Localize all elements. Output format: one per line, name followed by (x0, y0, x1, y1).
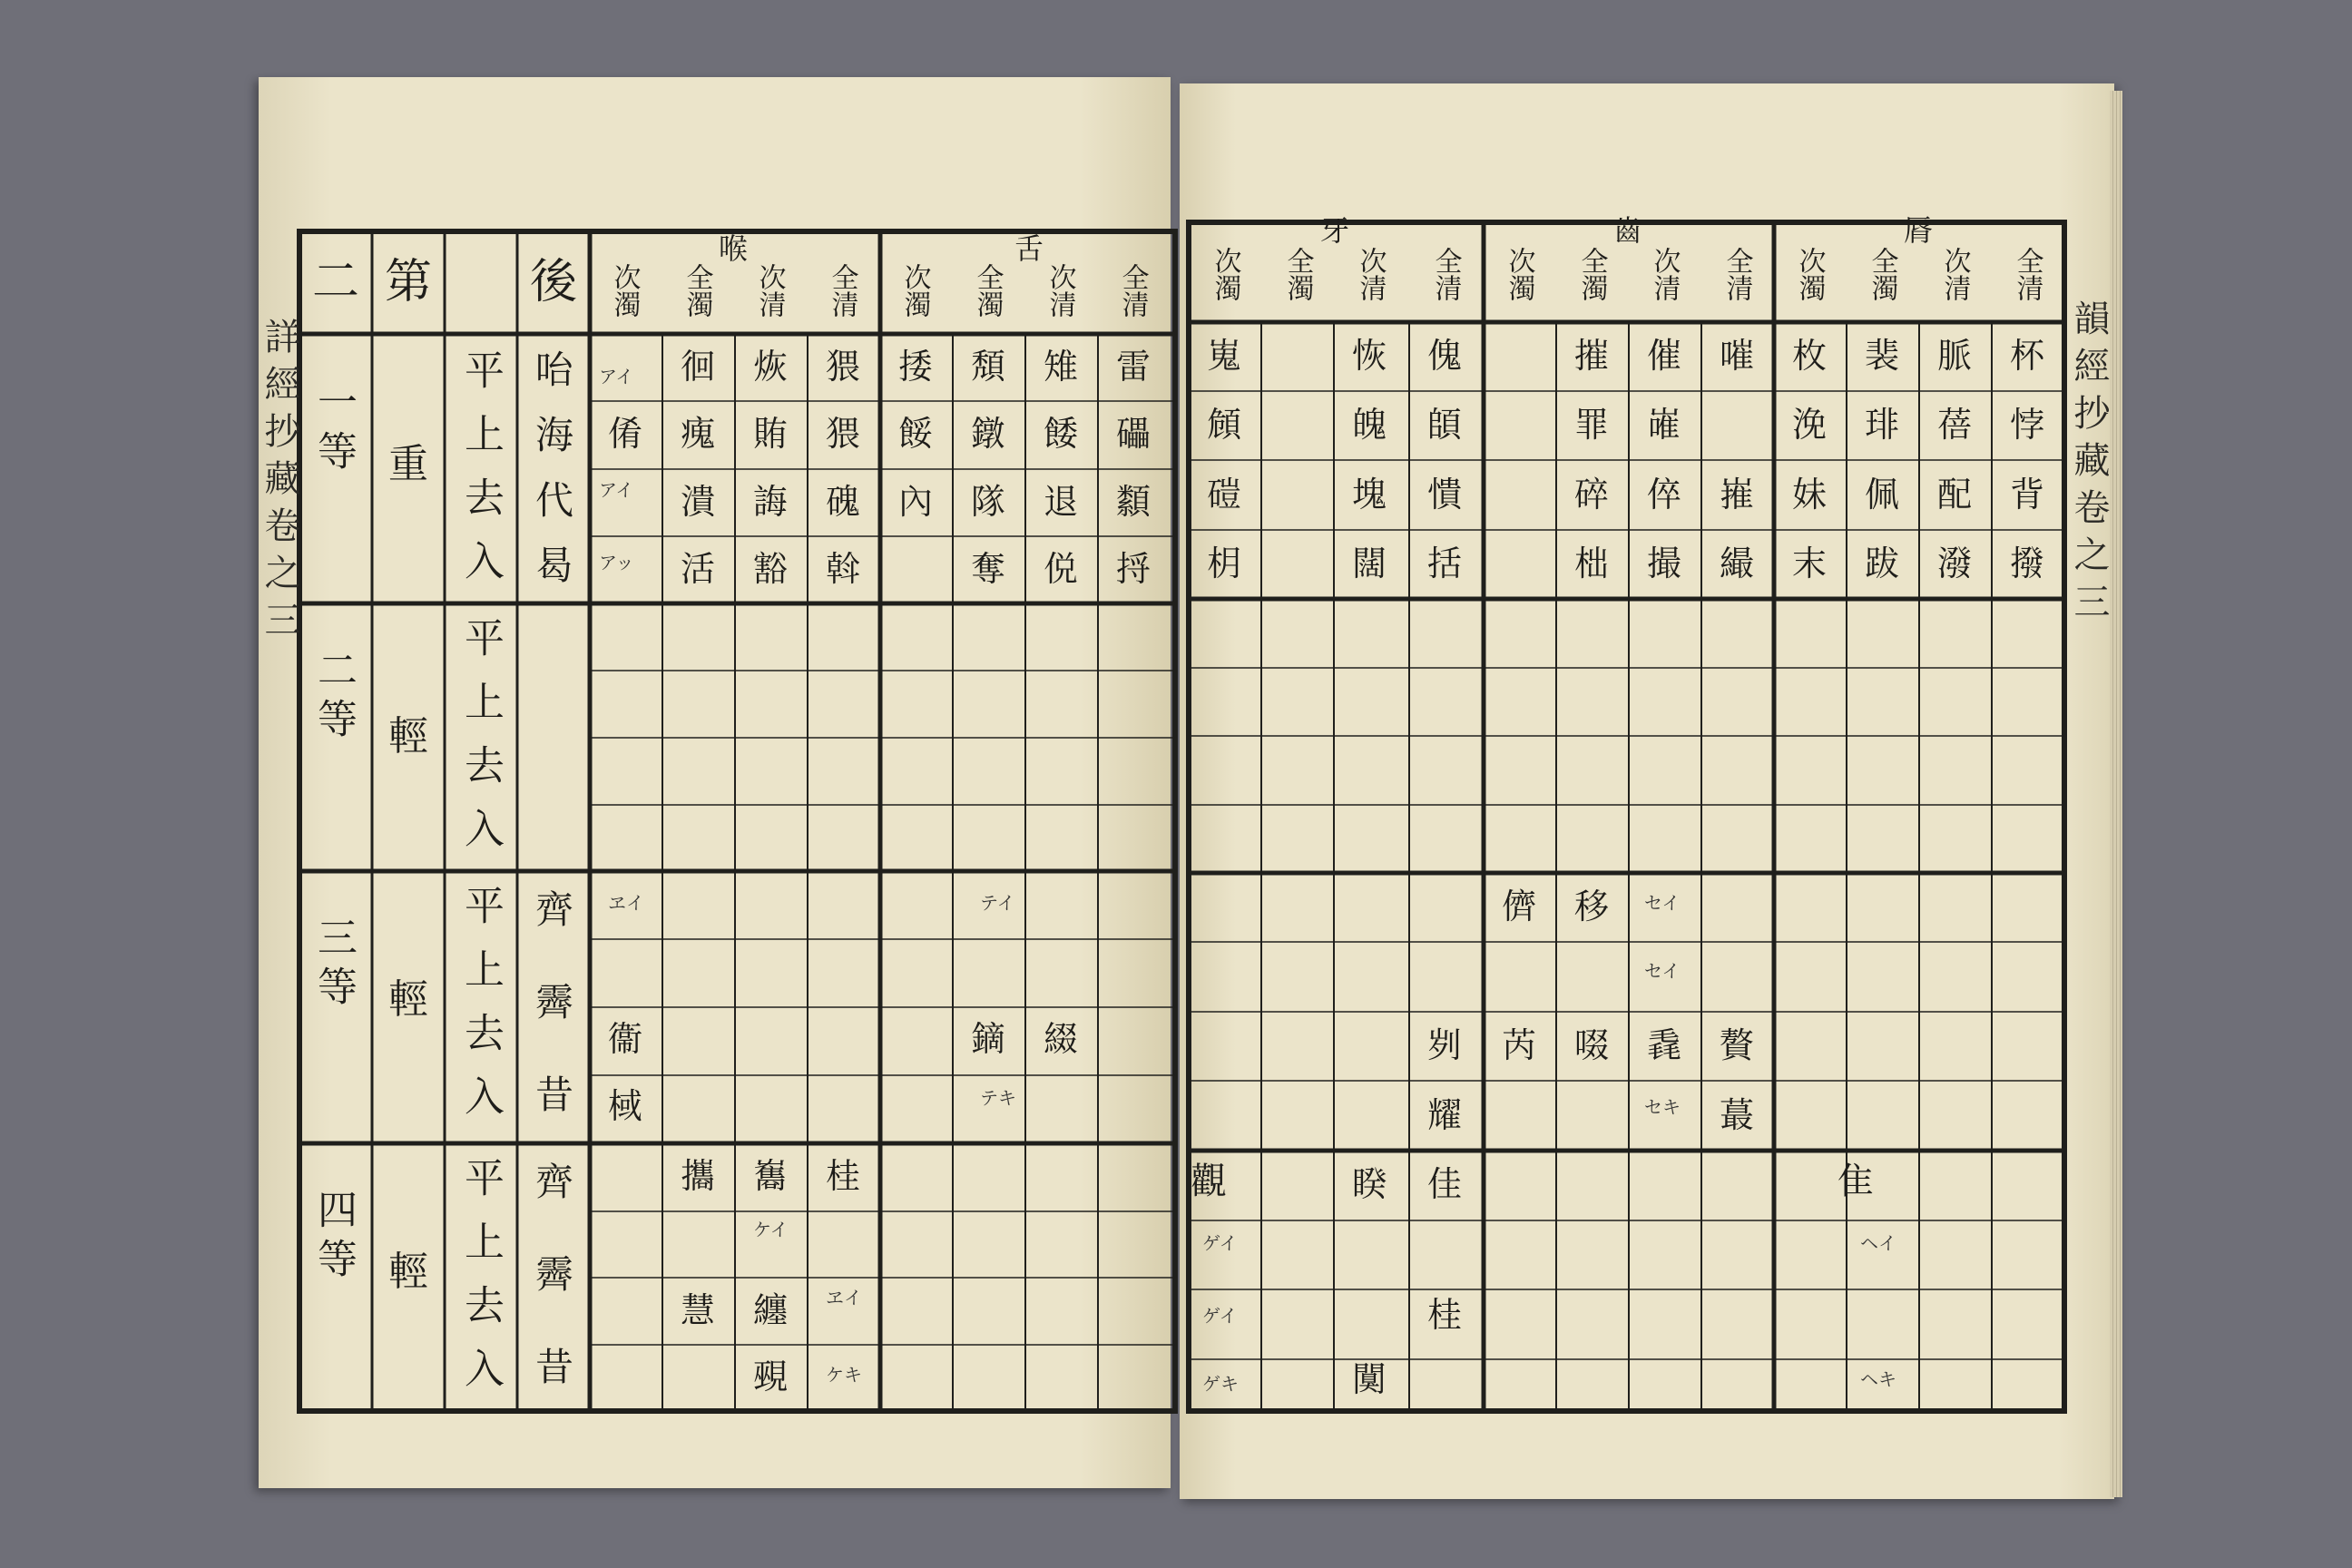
table-cell: 棫 (608, 1085, 643, 1126)
table-cell: 移 (1574, 887, 1610, 926)
table-cell: 內 (898, 481, 934, 522)
col-header: 次清 (1938, 247, 1971, 301)
table-cell: 頽 (971, 347, 1006, 387)
row-tones-1: 平上去入 (457, 349, 504, 603)
table-cell: 佳 (1427, 1164, 1463, 1204)
table-cell: 末 (1792, 543, 1828, 583)
col-header: 全清 (1720, 247, 1753, 301)
table-cell: 頠 (1207, 405, 1242, 446)
table-cell: 罪 (1574, 405, 1610, 446)
col-header: 全清 (2011, 247, 2043, 301)
group-label-shi: 齒 (1613, 213, 1643, 248)
kana-note: テキ (980, 1087, 1016, 1109)
col-header: 次清 (1044, 263, 1076, 318)
row-weight-3: 輕 (388, 976, 428, 1023)
table-cell: 催 (1647, 336, 1682, 376)
group-label-hou: 喉 (719, 231, 749, 266)
col-header: 次濁 (1209, 247, 1241, 301)
table-cell: 覡 (753, 1357, 789, 1397)
table-cell: 儕 (1502, 887, 1537, 926)
table-cell: 豁 (753, 548, 789, 589)
table-cell: 刿 (1427, 1025, 1463, 1065)
table-cell: 纇 (1116, 481, 1152, 522)
table-cell: 慧 (681, 1289, 716, 1330)
table-cell: 鐓 (971, 414, 1006, 455)
table-cell: 啜 (1574, 1025, 1610, 1065)
col-header: 次清 (1354, 247, 1387, 301)
table-cell: 枂 (1207, 543, 1242, 583)
table-cell: 猥 (826, 414, 861, 455)
table-cell: 磑 (1207, 474, 1242, 514)
col-header: 全濁 (1575, 247, 1608, 301)
table-cell: 悖 (2010, 405, 2045, 446)
kana-note: ケイ (753, 1219, 789, 1240)
right-spine-title: 韻經抄藏卷之三 (2068, 299, 2110, 630)
table-cell: 活 (681, 548, 716, 589)
table-cell: 芮 (1502, 1025, 1537, 1065)
col-header: 次濁 (898, 263, 931, 318)
table-cell: 礧 (1116, 414, 1152, 455)
table-cell: 耀 (1427, 1094, 1463, 1135)
table-cell: 蓓 (1937, 405, 1973, 446)
table-cell: 嗺 (1720, 336, 1755, 376)
table-cell: 頧 (1427, 405, 1463, 446)
table-cell: 賄 (753, 414, 789, 455)
table-cell: 蕞 (1720, 1094, 1755, 1135)
table-cell: 鏑 (971, 1018, 1006, 1059)
kana-note: ヘイ (1860, 1232, 1896, 1254)
table-cell: 倄 (608, 414, 643, 455)
col-header: 次濁 (1503, 247, 1535, 301)
col-header: 次濁 (1793, 247, 1826, 301)
row-weight-4: 輕 (388, 1249, 428, 1295)
cell-extra: 觀 (1191, 1161, 1227, 1202)
table-cell: 跋 (1865, 543, 1900, 583)
row-label-3: 三等 (310, 916, 357, 1014)
table-cell: 撥 (2010, 543, 2045, 583)
table-cell: 浼 (1792, 405, 1828, 446)
left-spine-title: 詳經抄藏卷之三 (259, 318, 300, 648)
row-weight-2: 輕 (388, 713, 428, 760)
row-weight-1: 重 (388, 441, 428, 487)
col-header: 全清 (1116, 263, 1149, 318)
row-label-2: 二等 (310, 649, 357, 747)
table-cell: 柮 (1574, 543, 1610, 583)
kana-note: ゲイ (1202, 1305, 1238, 1327)
table-cell: 裴 (1865, 336, 1900, 376)
kana-note: ゲイ (1202, 1232, 1238, 1254)
col-header: 全清 (826, 263, 858, 318)
table-cell: 雉 (1044, 347, 1079, 387)
kana-note: セキ (1644, 1096, 1681, 1118)
table-cell: 纏 (753, 1289, 789, 1330)
col-header: 全濁 (971, 263, 1004, 318)
table-cell: 奪 (971, 548, 1006, 589)
kana-note: アイ (599, 479, 634, 501)
table-cell: 倅 (1647, 474, 1682, 514)
table-cell: 配 (1937, 474, 1973, 514)
table-cell: 斡 (826, 548, 861, 589)
table-cell: 摧 (1574, 336, 1610, 376)
col-header: 次清 (753, 263, 786, 318)
row-rhymes-3: 齊霽昔 (530, 889, 574, 1167)
table-cell: 雟 (753, 1156, 789, 1196)
col-header: 全濁 (681, 263, 713, 318)
table-cell: 魄 (1352, 405, 1387, 446)
table-cell: 餧 (1044, 414, 1079, 455)
kana-note: テイ (980, 892, 1015, 914)
kana-note: セイ (1644, 960, 1681, 982)
table-cell: 誨 (753, 481, 789, 522)
table-cell: 妹 (1792, 474, 1828, 514)
kana-note: ヘキ (1860, 1368, 1896, 1390)
table-cell: 杯 (2010, 336, 2045, 376)
table-cell: 贅 (1720, 1025, 1755, 1065)
table-cell: 桂 (826, 1156, 861, 1196)
header-rank-number: 二 (312, 255, 360, 309)
table-cell: 琲 (1865, 405, 1900, 446)
table-cell: 恢 (1352, 336, 1387, 376)
table-cell: 雷 (1116, 347, 1152, 387)
table-cell: 衞 (608, 1018, 643, 1059)
table-cell: 繓 (1720, 543, 1755, 583)
table-cell: 攜 (681, 1156, 716, 1196)
col-header: 次清 (1648, 247, 1681, 301)
kana-note: ケキ (826, 1364, 862, 1386)
row-label-4: 四等 (310, 1189, 357, 1287)
table-cell: 撮 (1647, 543, 1682, 583)
kana-note: ヱイ (826, 1287, 862, 1308)
kana-note: ヱイ (608, 892, 644, 914)
group-label-shin: 脣 (1904, 213, 1934, 248)
header-rank-label: 第 (385, 255, 433, 309)
table-cell: 闊 (1352, 543, 1387, 583)
table-cell: 枚 (1792, 336, 1828, 376)
table-cell: 潑 (1937, 543, 1973, 583)
cell-extra: 隹 (1838, 1161, 1874, 1202)
kana-note: セイ (1644, 892, 1681, 914)
col-header: 次濁 (608, 263, 641, 318)
col-header: 全濁 (1281, 247, 1314, 301)
table-cell: 磈 (826, 481, 861, 522)
table-cell: 闃 (1352, 1359, 1387, 1400)
table-cell: 猥 (826, 347, 861, 387)
table-cell: 傀 (1427, 336, 1463, 376)
table-cell: 隊 (971, 481, 1006, 522)
kana-note: アイ (599, 366, 634, 387)
table-cell: 潰 (681, 481, 716, 522)
kana-note: ゲキ (1202, 1373, 1239, 1395)
table-cell: 捼 (898, 347, 934, 387)
table-cell: 脈 (1937, 336, 1973, 376)
col-header: 全清 (1429, 247, 1462, 301)
table-cell: 桂 (1427, 1294, 1463, 1335)
table-cell: 括 (1427, 543, 1463, 583)
group-label-zetsu: 舌 (1014, 231, 1044, 266)
header-category: 後 (530, 255, 578, 309)
col-header: 全濁 (1866, 247, 1898, 301)
table-cell: 瘣 (681, 414, 716, 455)
kana-note: アッ (599, 552, 634, 573)
table-cell: 徊 (681, 347, 716, 387)
row-tones-3: 平上去入 (457, 885, 504, 1139)
table-cell: 綴 (1044, 1018, 1079, 1059)
table-cell: 憒 (1427, 474, 1463, 514)
table-cell: 佩 (1865, 474, 1900, 514)
table-cell: 嶊 (1720, 474, 1755, 514)
table-cell: 背 (2010, 474, 2045, 514)
table-cell: 退 (1044, 481, 1079, 522)
table-cell: 餒 (898, 414, 934, 455)
table-cell: 嵬 (1207, 336, 1242, 376)
table-cell: 侻 (1044, 548, 1079, 589)
table-cell: 塊 (1352, 474, 1387, 514)
row-tones-2: 平上去入 (457, 617, 504, 871)
table-cell: 捋 (1116, 548, 1152, 589)
table-cell: 嶉 (1647, 405, 1682, 446)
table-cell: 毳 (1647, 1025, 1682, 1065)
table-cell: 睽 (1352, 1164, 1387, 1204)
table-cell: 碎 (1574, 474, 1610, 514)
row-label-1: 一等 (310, 381, 357, 479)
row-tones-4: 平上去入 (457, 1157, 504, 1411)
table-cell: 烣 (753, 347, 789, 387)
group-label-ga: 牙 (1320, 213, 1350, 248)
row-rhymes-1: 咍海代曷 (530, 349, 574, 611)
row-rhymes-4: 齊霽昔 (530, 1161, 574, 1439)
